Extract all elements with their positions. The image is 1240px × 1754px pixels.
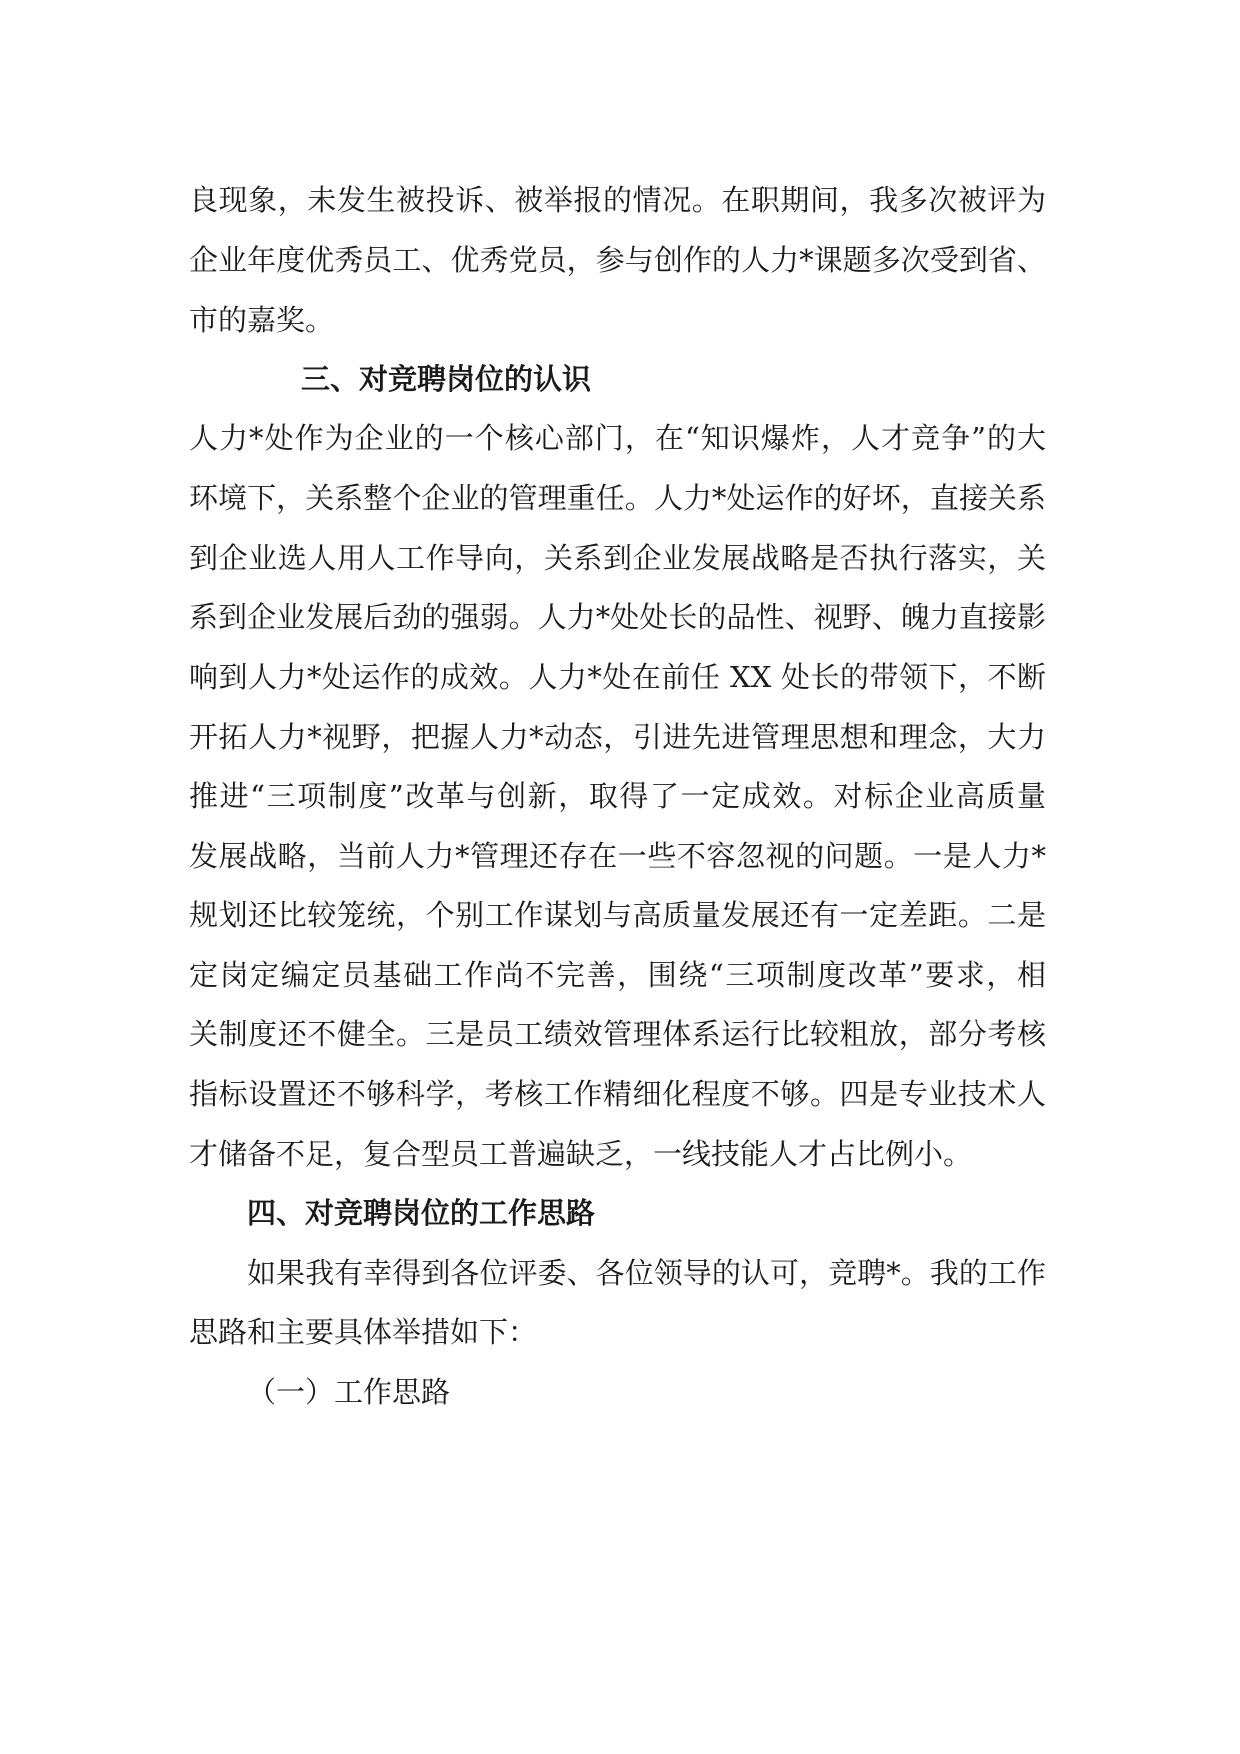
body-line: 良现象，未发生被投诉、被举报的情况。在职期间，我多次被评为	[189, 183, 1046, 217]
body-line: 环境下，关系整个企业的管理重任。人力*处运作的好坏，直接关系	[189, 481, 1046, 515]
body-line: 推进“三项制度”改革与创新，取得了一定成效。对标企业高质量	[189, 779, 1046, 813]
body-line: 规划还比较笼统，个别工作谋划与高质量发展还有一定差距。二是	[189, 898, 1046, 932]
body-line: 思路和主要具体举措如下：	[189, 1315, 538, 1349]
body-line: 发展战略，当前人力*管理还存在一些不容忽视的问题。一是人力*	[189, 839, 1046, 873]
body-line: 市的嘉奖。	[189, 303, 335, 337]
body-line: 开拓人力*视野，把握人力*动态，引进先进管理思想和理念，大力	[189, 720, 1046, 754]
body-line: 人力*处作为企业的一个核心部门，在“知识爆炸，人才竞争”的大	[189, 421, 1046, 455]
body-line: 系到企业发展后劲的强弱。人力*处处长的品性、视野、魄力直接影	[189, 600, 1046, 634]
subsection-heading: （一）工作思路	[247, 1375, 451, 1409]
section-heading-3: 三、对竞聘岗位的认识	[301, 362, 592, 396]
body-line: 指标设置还不够科学，考核工作精细化程度不够。四是专业技术人	[189, 1077, 1046, 1111]
body-line: 响到人力*处运作的成效。人力*处在前任 XX 处长的带领下，不断	[189, 660, 1046, 694]
body-line: 关制度还不健全。三是员工绩效管理体系运行比较粗放，部分考核	[189, 1017, 1046, 1051]
body-line: 到企业选人用人工作导向，关系到企业发展战略是否执行落实，关	[189, 541, 1046, 575]
body-line: 才储备不足，复合型员工普遍缺乏，一线技能人才占比例小。	[189, 1137, 973, 1171]
body-line: 企业年度优秀员工、优秀党员，参与创作的人力*课题多次受到省、	[189, 243, 1046, 277]
body-line: 定岗定编定员基础工作尚不完善，围绕“三项制度改革”要求，相	[189, 958, 1046, 992]
section-heading-4: 四、对竞聘岗位的工作思路	[247, 1196, 596, 1230]
body-line: 如果我有幸得到各位评委、各位领导的认可，竞聘*。我的工作	[247, 1256, 1046, 1290]
